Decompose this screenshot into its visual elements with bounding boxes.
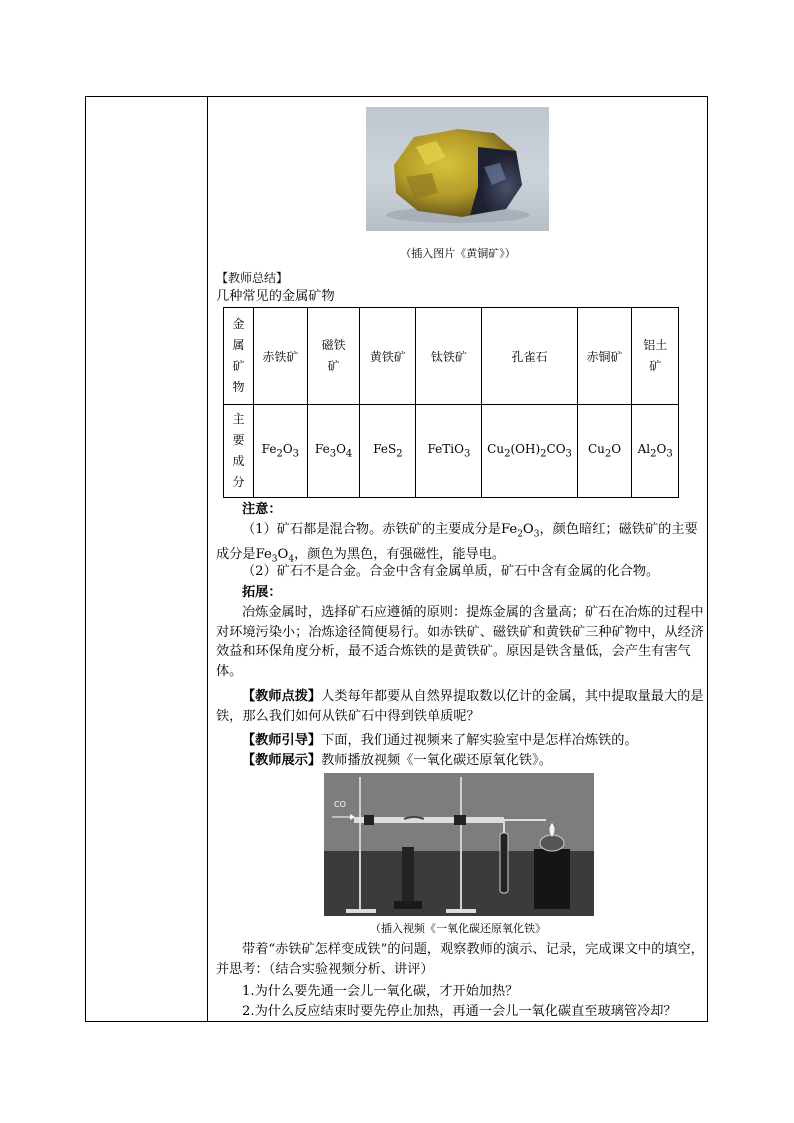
row-header-text: 金属矿物 — [232, 317, 245, 394]
question-intro: 带着“赤铁矿怎样变成铁”的问题，观察教师的演示、记录，完成课文中的填空，并思考：（结合实验视频分析、讲评） — [216, 942, 704, 977]
lesson-table — [85, 96, 708, 1022]
note-1-prefix: （1）矿石都是混合物。赤铁矿的主要成分是 — [242, 522, 501, 537]
mineral-name: 铝土矿 — [643, 338, 668, 373]
note-item-1: （1）矿石都是混合物。赤铁矿的主要成分是$Fe_2O_3$，颜色暗红；磁铁矿的主要成分是$Fe_3O_4$，颜色为黑色，有强磁性，能导电。 — [216, 522, 698, 565]
formula-cell: $Cu_2(OH)_2CO_3$ — [482, 405, 577, 498]
left-column — [86, 97, 208, 1021]
note-heading — [242, 500, 732, 520]
mineral-cell: 赤铜矿 — [577, 308, 632, 405]
content-column — [209, 97, 707, 1021]
row-header-minerals — [224, 308, 254, 405]
mineral-cell: 黄铁矿 — [360, 308, 416, 405]
teacher-tip — [216, 687, 706, 726]
summary-heading: 【教师总结】 — [216, 271, 289, 285]
table-title: 几种常见的金属矿物 — [216, 289, 335, 304]
teacher-guide-label: 【教师引导】 — [242, 733, 322, 748]
video-caption: （插入视频《一氧化碳还原氧化铁》 — [370, 922, 546, 935]
teacher-show — [216, 751, 706, 771]
experiment-video[interactable] — [324, 773, 594, 916]
question-2: 2.为什么反应结束时要先停止加热，再通一会儿一氧化碳直至玻璃管冷却？ — [242, 1004, 677, 1019]
teacher-guide-text: 下面，我们通过视频来了解实验室中是怎样冶炼铁的。 — [321, 733, 638, 748]
teacher-show-text: 教师播放视频《一氧化碳还原氧化铁》。 — [321, 753, 552, 768]
teacher-guide — [216, 731, 706, 751]
mineral-cell — [307, 308, 360, 405]
formula-cell: FeTiO$_3$ — [416, 405, 482, 498]
note-item-2: （2）矿石不是合金。合金中含有金属单质，矿石中含有金属的化合物。 — [242, 564, 660, 579]
mineral-cell: 钛铁矿 — [416, 308, 482, 405]
formula-cell: $Fe_2O_3$ — [253, 405, 307, 498]
row-header-text: 主要成分 — [232, 412, 245, 489]
row-header-formulas — [224, 405, 254, 498]
mineral-cell: 赤铁矿 — [253, 308, 307, 405]
formula-cell: FeS$_2$ — [360, 405, 416, 498]
experiment-apparatus — [324, 773, 594, 916]
formula-cell: $Al_2O_3$ — [632, 405, 679, 498]
minerals-row — [224, 308, 679, 405]
co-label: CO — [334, 800, 346, 809]
mineral-cell — [632, 308, 679, 405]
formulas-row — [224, 405, 679, 498]
extension-heading-text: 拓展： — [242, 585, 282, 600]
extension-text: 冶炼金属时，选择矿石应遵循的原则：提炼金属的含量高；矿石在冶炼的过程中对环境污染小；冶炼途径简便易行。如赤铁矿、磁铁矿和黄铁矿三种矿物中，从经济效益和环保角度分析，最不适合炼铁的是黄铁矿。原因是铁含量低，会产生有害气体。 — [216, 605, 704, 679]
teacher-tip-label: 【教师点拨】 — [242, 689, 322, 704]
formula-cell: $Fe_3O_4$ — [307, 405, 360, 498]
chalcopyrite-image — [366, 107, 549, 231]
extension-heading — [242, 583, 732, 603]
image-caption: （插入图片《黄铜矿》） — [400, 247, 516, 260]
note-1-suffix: ，颜色为黑色，有强磁性，能导电。 — [294, 547, 506, 563]
mineral-cell: 孔雀石 — [482, 308, 577, 405]
ore-illustration — [366, 107, 549, 231]
mineral-name: 磁铁矿 — [321, 338, 346, 373]
minerals-table — [223, 307, 679, 498]
teacher-show-label: 【教师展示】 — [242, 753, 322, 768]
formula-cell: $Cu_2O$ — [577, 405, 632, 498]
note-heading-text: 注意： — [242, 502, 282, 517]
teacher-tip-text: 人类每年都要从自然界提取数以亿计的金属，其中提取量最大的是铁，那么我们如何从铁矿石中得到铁单质呢？ — [216, 689, 704, 724]
note-1-mid: ，颜色暗红；磁铁矿的主要成分是 — [216, 522, 698, 563]
question-1: 1.为什么要先通一会儿一氧化碳，才开始加热？ — [242, 984, 519, 999]
